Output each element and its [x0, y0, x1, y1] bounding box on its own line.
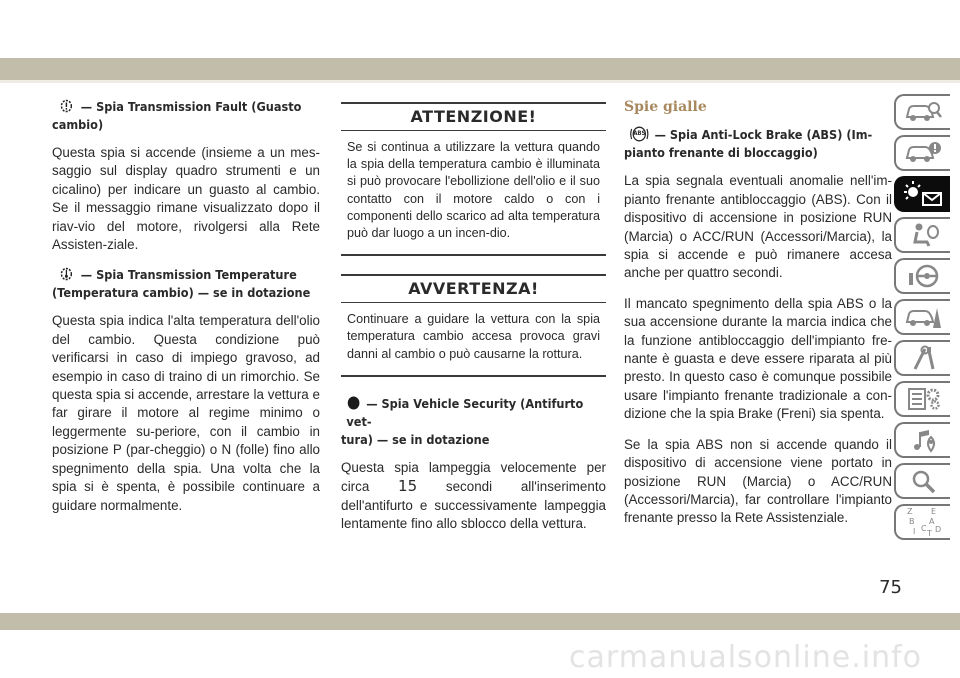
car-info-icon	[903, 140, 943, 166]
transmission-fault-icon	[57, 98, 75, 114]
watermark: carmanualsonline.info	[569, 639, 922, 675]
seat-airbag-icon	[903, 222, 943, 248]
vehicle-security-title: — Spia Vehicle Security (Antifurto vet- tura) — se in dotazione	[341, 395, 584, 447]
alphabet-index-icon: Z E B A I C T D	[907, 507, 942, 538]
tab-seat-airbag[interactable]	[894, 217, 950, 253]
tab-service[interactable]	[894, 340, 950, 376]
tab-car-magnifier[interactable]	[894, 94, 950, 130]
vehicle-security-body: Questa spia lampeggia velocemente per circa 15 secondi all'inserimento dell'antifurto e successivamente lampeggia lentamente fino allo sblocco della vettura.	[341, 459, 606, 532]
chapter-tabs	[894, 94, 952, 545]
page-number: 75	[879, 577, 902, 598]
wrench-screwdriver-icon	[903, 345, 943, 371]
car-road-icon	[903, 304, 943, 330]
column-left	[52, 98, 320, 527]
tab-checklist[interactable]	[894, 381, 950, 417]
abs-title: ABS — Spia Anti-Lock Brake (ABS) (Im- pianto frenante di bloccaggio)	[624, 127, 873, 161]
tab-steering-wheel[interactable]	[894, 258, 950, 294]
tab-search[interactable]	[894, 463, 950, 499]
car-magnifier-icon	[903, 99, 943, 125]
footer-band	[0, 613, 960, 630]
transmission-temperature-body: Questa spia indica l'alta temperatura dell'olio del cambio. Questa condizione può verificarsi in caso di impiego gravoso, ad esempio in caso di traino di un rimorchio. Se questa spia si accende, arrestare la vettura e far girare il motore al regime minimo o leggermente su-periore, con il cambio in posizione P (par-cheggio) o N (folle) fino allo spegnimento della spia. Una volta che la spia si è spenta, è possibile continuare a guidare normalmente.	[52, 313, 320, 513]
transmission-fault-body: Questa spia si accende (insieme a un mes-saggio sul display quadro strumenti e un cicalino) per indicare un guasto al cambio. Se il messaggio rimane visualizzato dopo il riav-vio del motore, rivolgersi alla Rete Assisten-ziale.	[52, 145, 320, 253]
column-right	[624, 98, 892, 540]
abs-paragraph-3: Se la spia ABS non si accende quando il dispositivo di accensione viene portato in posizione RUN (Marcia) o ACC/RUN (Accessori/Marcia), far controllare l'impianto frenante presso la Rete Assistenziale.	[624, 436, 892, 526]
abs-paragraph-1: La spia segnala eventuali anomalie nell'im-pianto frenante antibloccaggio (ABS). Con il dispositivo di accensione in posizione RUN (Marcia) o ACC/RUN (Accessori/Marcia), la spia si accende e può rimanere accesa anche per quattro secondi.	[624, 173, 892, 281]
vehicle-security-icon	[346, 395, 360, 411]
warning-body: Continuare a guidare la vettura con la spia temperatura cambio accesa provoca gravi danni al cambio o può causarne la rottura.	[347, 312, 600, 361]
tab-car-info[interactable]	[894, 135, 950, 171]
tab-multimedia[interactable]	[894, 422, 950, 458]
steering-wheel-icon	[903, 263, 943, 289]
tab-warning-lights[interactable]	[894, 176, 950, 212]
transmission-temperature-title: — Spia Transmission Temperature (Temperatura cambio) — se in dotazione	[52, 267, 311, 301]
warning-heading: AVVERTENZA!	[341, 276, 606, 303]
attention-box	[341, 102, 606, 256]
attention-body: Se si continua a utilizzare la vettura quando la spia della temperatura cambio è illuminata si può provocare l'ebollizione dell'olio e il suo contatto con il motore caldo o con i componenti dello scarico ad alta temperatura può dar luogo a un incen-dio.	[347, 140, 600, 241]
attention-heading: ATTENZIONE!	[341, 104, 606, 131]
warning-light-message-icon	[901, 179, 945, 209]
magnifier-icon	[903, 468, 943, 494]
tab-car-road[interactable]	[894, 299, 950, 335]
music-navigation-icon	[903, 427, 943, 453]
abs-icon: ABS	[629, 126, 649, 142]
tab-index[interactable]	[894, 504, 950, 540]
section-heading: Spie gialle	[624, 99, 707, 115]
checklist-gears-icon	[903, 386, 943, 412]
column-middle	[341, 98, 606, 545]
abs-paragraph-2: Il mancato spegnimento della spia ABS o la sua accensione durante la marcia indica che la funzione antibloccaggio dell'impianto fre-nante è guasta e deve essere riparata al più presto. In questo caso è comunque possibile usare l'impianto frenante tradizionale a con-dizione che la spia Brake (Freni) sia spenta.	[624, 295, 892, 422]
transmission-fault-title: — Spia Transmission Fault (Guasto cambio)	[52, 99, 302, 132]
seconds-value: 15	[398, 477, 418, 496]
header-band	[0, 58, 960, 80]
warning-box	[341, 274, 606, 377]
transmission-temperature-icon	[57, 266, 75, 282]
